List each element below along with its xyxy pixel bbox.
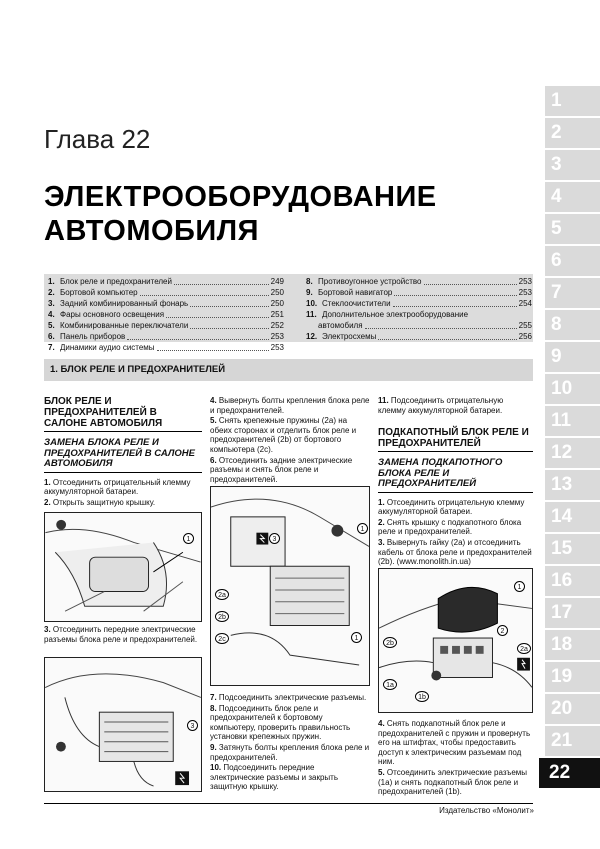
- step: 6. Отсоединить задние электрические разъемы и снять блок реле и предохранителей.: [210, 455, 353, 484]
- toc-item-title: автомобиля: [318, 321, 363, 330]
- chapter-tab-13[interactable]: 13: [545, 470, 600, 500]
- step: 2. Снять крышку с подкапотного блока реле и предохранителей.: [378, 517, 522, 537]
- title-line-2: АВТОМОБИЛЯ: [44, 215, 259, 247]
- page-title: [44, 180, 437, 248]
- toc-item: [306, 331, 532, 342]
- toc-item-page: 255: [518, 321, 532, 330]
- figure-cabin-cover: [44, 512, 202, 622]
- step: 8. Подсоединить блок реле и предохранителей к бортовому компьютеру, проверить правильность установки крепежных пружин.: [210, 703, 351, 742]
- chapter-tab-3[interactable]: 3: [545, 150, 600, 180]
- heading-cabin-block: БЛОК РЕЛЕ И ПРЕДОХРАНИТЕЛЕЙ В САЛОНЕ АВТОМОБИЛЯ: [44, 396, 202, 432]
- relay-block-removal-illustration: [211, 487, 369, 685]
- toc-item-title: Комбинированные переключатели: [60, 321, 189, 330]
- column-2: [210, 396, 370, 485]
- toc-right-column: [306, 276, 532, 342]
- callout-1a: 1a: [383, 679, 397, 690]
- chapter-tab-21[interactable]: 21: [545, 726, 600, 756]
- callout-3: 3: [187, 720, 198, 731]
- callout-1: 1: [183, 533, 194, 544]
- chapter-tab-6[interactable]: 6: [545, 246, 600, 276]
- toc-item-title: Противоугонное устройство: [318, 277, 422, 286]
- toc-item-title: Стеклоочистители: [322, 299, 391, 308]
- chapter-tab-17[interactable]: 17: [545, 598, 600, 628]
- toc-item-page: 251: [270, 310, 284, 319]
- toc-item-number: 10.: [306, 299, 318, 308]
- relay-block-connectors-illustration: [45, 658, 201, 791]
- chapter-label: Глава 22: [44, 124, 151, 154]
- section-header: [44, 359, 533, 381]
- toc-leader: [157, 350, 269, 351]
- step: 3. Отсоединить передние электрические разъемы блока реле и предохранителей.: [44, 625, 198, 644]
- figure-cabin-connectors: [44, 657, 202, 792]
- chapter-tab-20[interactable]: 20: [545, 694, 600, 724]
- chapter-tab-7[interactable]: 7: [545, 278, 600, 308]
- publisher-credit: Издательство «Монолит»: [439, 806, 534, 815]
- toc-leader: [393, 306, 517, 307]
- toc-item: [48, 298, 284, 309]
- toc-leader: [365, 328, 517, 329]
- toc-item-page: 253: [270, 332, 284, 341]
- toc-item-page: 253: [270, 343, 284, 352]
- step: 4. Снять подкапотный блок реле и предохранителей с пружин и провернуть его на штифтах, чтобы предоставить доступ к электрическим разъемам под ним.: [378, 719, 531, 767]
- step: 1. Отсоединить отрицательную клемму аккумуляторной батареи.: [378, 497, 525, 517]
- chapter-tab-14[interactable]: 14: [545, 502, 600, 532]
- callout-2b: 2b: [215, 611, 229, 622]
- step: 11. Подсоединить отрицательную клемму аккумуляторной батареи.: [378, 396, 504, 415]
- toc-item: [306, 309, 532, 320]
- chapter-tab-12[interactable]: 12: [545, 438, 600, 468]
- step: 10. Подсоединить передние электрические разъемы и закрыть защитную крышку.: [210, 763, 339, 792]
- chapter-tab-10[interactable]: 10: [545, 374, 600, 404]
- subheading-engine-replace: ЗАМЕНА ПОДКАПОТНОГО БЛОКА РЕЛЕ И ПРЕДОХРАНИТЕЛЕЙ: [378, 458, 533, 493]
- toc-leader: [190, 306, 268, 307]
- toc-item-title: Электросхемы: [322, 332, 377, 341]
- chapter-tab-5[interactable]: 5: [545, 214, 600, 244]
- footer-divider: [44, 803, 533, 804]
- toc-item-title: Фары основного освещения: [60, 310, 165, 319]
- callout-3: 3: [269, 533, 280, 544]
- step: 4. Вывернуть болты крепления блока реле и предохранителей.: [210, 396, 370, 415]
- toc-item-number: 6.: [48, 332, 55, 341]
- engine-relay-block-illustration: [379, 569, 532, 712]
- toc-item: [48, 309, 284, 320]
- toc-leader: [127, 339, 268, 340]
- toc-item-number: 5.: [48, 321, 55, 330]
- column-1-step3: [44, 625, 202, 645]
- toc-item-title: Бортовой навигатор: [318, 288, 393, 297]
- chapter-tab-22[interactable]: 22: [539, 758, 600, 788]
- toc-item-number: 1.: [48, 277, 55, 286]
- callout-2a: 2a: [215, 589, 229, 600]
- toc-item: [48, 276, 284, 287]
- toc-item: [306, 276, 532, 287]
- toc-item-number: 9.: [306, 288, 313, 297]
- chapter-tab-9[interactable]: 9: [545, 342, 600, 372]
- toc-item-number: 12.: [306, 332, 318, 341]
- toc-item-title: Панель приборов: [60, 332, 126, 341]
- chapter-tab-18[interactable]: 18: [545, 630, 600, 660]
- chapter-tab-11[interactable]: 11: [545, 406, 600, 436]
- toc-item: [306, 298, 532, 309]
- callout-1: 1: [514, 581, 525, 592]
- subheading-cabin-replace: ЗАМЕНА БЛОКА РЕЛЕ И ПРЕДОХРАНИТЕЛЕЙ В САЛОНЕ АВТОМОБИЛЯ: [44, 438, 202, 473]
- step: 7. Подсоединить электрические разъемы.: [210, 693, 367, 702]
- toc-item-page: 256: [518, 332, 532, 341]
- toc-item-number: 2.: [48, 288, 55, 297]
- toc-item: [48, 320, 284, 331]
- toc-item-page: 252: [270, 321, 284, 330]
- toc-item: [48, 331, 284, 342]
- toc-leader: [190, 328, 268, 329]
- dashboard-lower-illustration: [45, 513, 201, 621]
- toc-item-page: 250: [270, 288, 284, 297]
- step: 3. Вывернуть гайку (2a) и отсоединить кабель от блока реле и предохранителей (2b). (www.monolith.in.ua): [378, 538, 532, 567]
- toc-item-page: 250: [270, 299, 284, 308]
- toc-item-number: 11.: [306, 310, 317, 319]
- toc-item-number: 4.: [48, 310, 55, 319]
- toc-item-title: Задний комбинированный фонарь: [60, 299, 189, 308]
- column-3-lower: [378, 719, 533, 798]
- toc-leader: [394, 295, 516, 296]
- callout-1: 1: [357, 523, 368, 534]
- column-2-lower: [210, 693, 370, 793]
- figure-engine-block: [378, 568, 533, 713]
- callout-2a: 2a: [517, 643, 531, 654]
- toc-item-page: 254: [518, 299, 532, 308]
- toc-item-page: 253: [518, 277, 532, 286]
- chapter-tab-1[interactable]: 1: [545, 86, 600, 116]
- toc-item-number: 3.: [48, 299, 55, 308]
- step: 2. Открыть защитную крышку.: [44, 497, 156, 507]
- heading-engine-block: ПОДКАПОТНЫЙ БЛОК РЕЛЕ И ПРЕДОХРАНИТЕЛЕЙ: [378, 427, 533, 452]
- callout-2c: 2c: [215, 633, 229, 644]
- column-3: [378, 396, 533, 568]
- chapter-tab-8[interactable]: 8: [545, 310, 600, 340]
- toc-item-page: 249: [270, 277, 284, 286]
- chapter-tab-15[interactable]: 15: [545, 534, 600, 564]
- toc-leader: [140, 295, 269, 296]
- step: 9. Затянуть болты крепления блока реле и предохранителей.: [210, 742, 370, 762]
- toc-leader: [424, 284, 517, 285]
- chapter-tab-19[interactable]: 19: [545, 662, 600, 692]
- callout-2: 2: [497, 625, 508, 636]
- step: 5. Отсоединить электрические разъемы (1a) и снять подкапотный блок реле и предохранителей (1b).: [378, 767, 528, 797]
- toc-item-title: Дополнительное электрооборудование: [322, 310, 469, 319]
- step: 1. Отсоединить отрицательный клемму аккумуляторной батареи.: [44, 477, 191, 497]
- chapter-tab-16[interactable]: 16: [545, 566, 600, 596]
- column-1: [44, 396, 202, 508]
- chapter-tab-4[interactable]: 4: [545, 182, 600, 212]
- table-of-contents: [44, 274, 533, 352]
- toc-item-title: Динамики аудио системы: [60, 343, 155, 352]
- toc-item: [306, 287, 532, 298]
- toc-item-title: Бортовой компьютер: [60, 288, 138, 297]
- callout-2b: 2b: [383, 637, 397, 648]
- step: 5. Снять крепежные пружины (2a) на обеих сторонах и отделить блок реле и предохранителей (2b) от бортового компьютера (2c).: [210, 416, 357, 454]
- chapter-tab-2[interactable]: 2: [545, 118, 600, 148]
- callout-1: 1: [351, 632, 362, 643]
- toc-item-number: 7.: [48, 343, 55, 352]
- toc-item-number: 8.: [306, 277, 313, 286]
- toc-leader: [378, 339, 516, 340]
- toc-leader: [166, 317, 269, 318]
- toc-item-page: 253: [518, 288, 532, 297]
- toc-item: [48, 342, 284, 353]
- section-title: 1. БЛОК РЕЛЕ И ПРЕДОХРАНИТЕЛЕЙ: [50, 364, 226, 375]
- toc-item: [306, 320, 532, 331]
- toc-leader: [174, 284, 269, 285]
- figure-cabin-block-removal: [210, 486, 370, 686]
- title-line-1: ЭЛЕКТРООБОРУДОВАНИЕ: [44, 181, 437, 213]
- toc-left-column: [48, 276, 284, 353]
- toc-item: [48, 287, 284, 298]
- toc-item-title: Блок реле и предохранителей: [60, 277, 172, 286]
- callout-1b: 1b: [415, 691, 429, 702]
